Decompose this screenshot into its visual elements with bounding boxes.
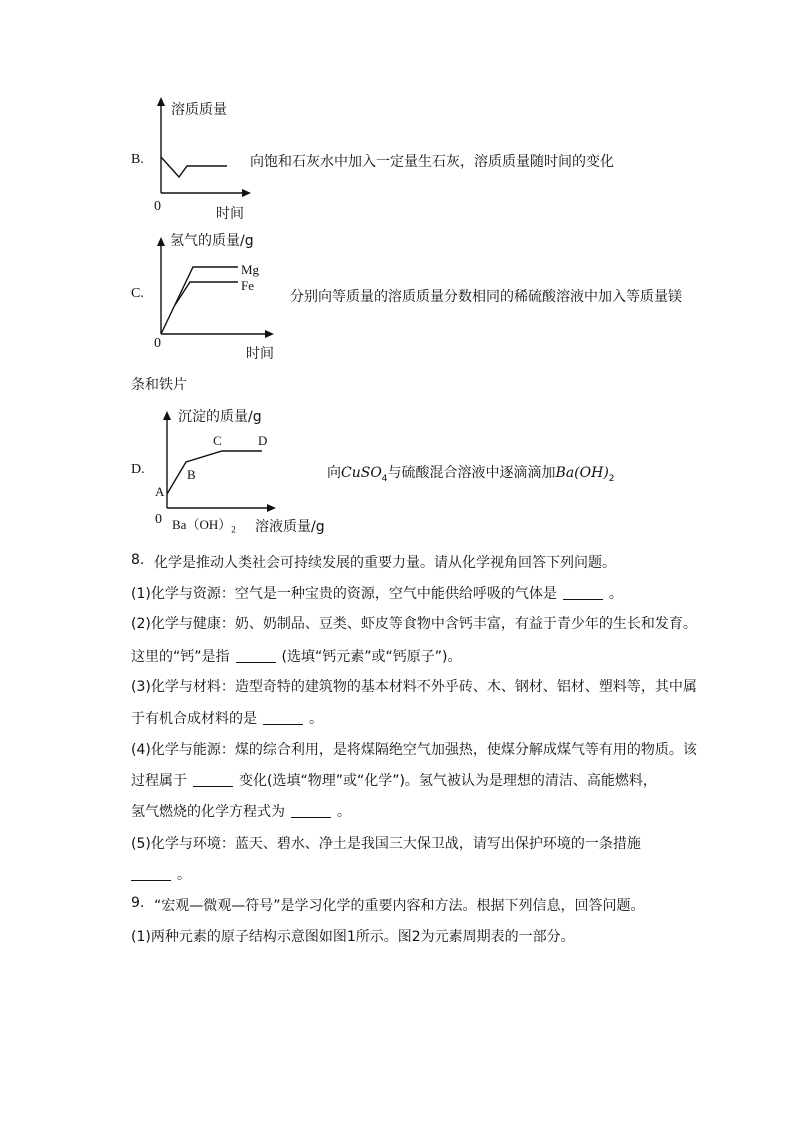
option-b-origin: 0 [154, 199, 161, 214]
formula-cuso4: CuSO [341, 465, 382, 481]
q8-part-4-line3 [131, 801, 351, 821]
q8-p4-text: 过程属于 [131, 773, 187, 789]
q8-part-5-line1: (5)化学与环境：蓝天、碧水、净土是我国三大保卫战，请写出保护环境的一条措施 [131, 836, 641, 852]
option-c-y-label: 氢气的质量/g [170, 233, 254, 249]
option-c-fe-label: Fe [241, 278, 254, 293]
q8-part-1 [131, 583, 623, 603]
formula-cuso4-sub: 4 [381, 473, 388, 484]
option-d-y-label: 沉淀的质量/g [178, 409, 262, 425]
point-a-label: A [155, 484, 165, 499]
q8-p4-text-c: 氢气燃烧的化学方程式为 [131, 804, 285, 820]
x-label-ba: Ba（OH） [172, 517, 232, 532]
point-c-label: C [213, 433, 222, 448]
answer-blank-6[interactable] [131, 866, 171, 881]
formula-baoh2-sub: 2 [608, 473, 615, 484]
answer-blank-1[interactable] [563, 585, 603, 600]
option-c-letter: C. [131, 286, 144, 301]
point-b-label: B [187, 467, 196, 482]
option-b-y-label: 溶质质量 [171, 102, 227, 118]
q8-part-4-line2 [131, 770, 657, 790]
option-d-x-label [172, 514, 236, 535]
option-d-x-label-rest: 溶液质量/g [255, 519, 325, 535]
option-d-description [327, 462, 615, 484]
q8-part-3-line1: (3)化学与材料：造型奇特的建筑物的基本材料不外乎砖、木、钢材、铝材、塑料等，其中属 [131, 679, 697, 695]
option-d-x-arrow [267, 504, 276, 512]
x-label-sub: 2 [231, 524, 236, 535]
formula-baoh2: Ba(OH) [555, 465, 609, 481]
option-c-mg-label: Mg [241, 262, 260, 277]
answer-blank-3[interactable] [263, 710, 303, 725]
q8-part-3-line2 [131, 708, 323, 728]
option-d-letter: D. [131, 462, 145, 477]
q8-p3-end: 。 [309, 711, 323, 727]
q8-number: 8. [131, 552, 145, 568]
q9-number: 9. [131, 895, 145, 911]
q8-part-2-line2 [131, 646, 461, 666]
answer-blank-2[interactable] [236, 648, 276, 663]
q9-stem: “宏观—微观—符号”是学习化学的重要内容和方法。根据下列信息，回答问题。 [154, 898, 645, 914]
option-b-letter: B. [131, 152, 144, 167]
q8-p2-end: (选填“钙元素”或“钙原子”)。 [281, 649, 462, 665]
point-d-label: D [258, 433, 268, 448]
desc-mid: 与硫酸混合溶液中逐滴滴加 [387, 465, 556, 481]
answer-blank-5[interactable] [291, 803, 331, 818]
q8-p1-text: (1)化学与资源：空气是一种宝贵的资源，空气中能供给呼吸的气体是 [131, 586, 557, 602]
q8-part-4-line1: (4)化学与能源：煤的综合利用，是将煤隔绝空气加强热，使煤分解成煤气等有用的物质。该 [131, 742, 697, 758]
answer-blank-4[interactable] [193, 772, 233, 787]
q8-part-5-line2 [131, 864, 191, 884]
q8-stem: 化学是推动人类社会可持续发展的重要力量。请从化学视角回答下列问题。 [154, 555, 616, 571]
q8-p5-end: 。 [177, 867, 191, 883]
option-b-x-label: 时间 [216, 206, 244, 222]
option-c-description-cont: 条和铁片 [131, 377, 187, 393]
q8-p4-end: 。 [337, 804, 351, 820]
option-c-origin: 0 [154, 336, 161, 351]
q8-p4-text-b: 变化(选填“物理”或“化学”)。氢气被认为是理想的清洁、高能燃料， [239, 773, 657, 789]
desc-prefix: 向 [327, 465, 341, 481]
option-c-x-label: 时间 [246, 346, 274, 362]
option-d-y-arrow [163, 411, 171, 420]
q9-part-1: (1)两种元素的原子结构示意图如图1所示。图2为元素周期表的一部分。 [131, 929, 575, 945]
option-b-description: 向饱和石灰水中加入一定量生石灰，溶质质量随时间的变化 [250, 154, 614, 170]
option-d-curve [167, 451, 262, 494]
q8-p1-end: 。 [608, 586, 623, 602]
q8-part-2-line1: (2)化学与健康：奶、奶制品、豆类、虾皮等食物中含钙丰富，有益于青少年的生长和发育。 [131, 616, 697, 632]
q8-p3-text: 于有机合成材料的是 [131, 711, 257, 727]
option-d-origin: 0 [155, 512, 162, 527]
option-c-description: 分别向等质量的溶质质量分数相同的稀硫酸溶液中加入等质量镁 [290, 289, 682, 305]
q8-p2-text: 这里的“钙”是指 [131, 649, 230, 665]
